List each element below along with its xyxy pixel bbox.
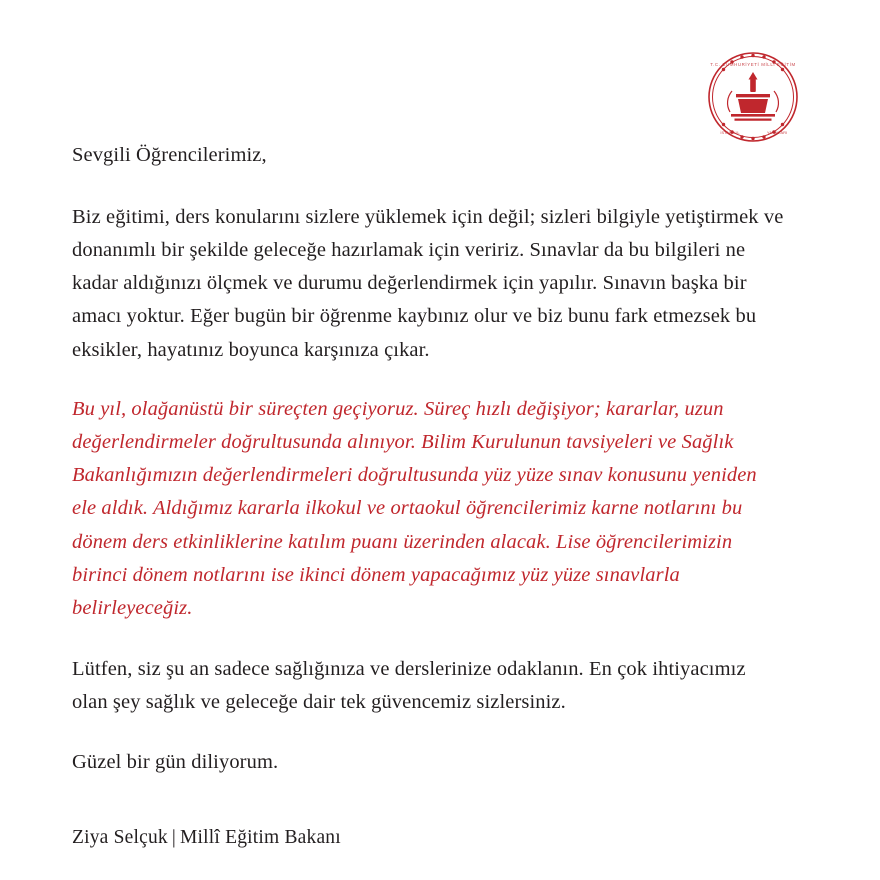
svg-text:YAYINLARI: YAYINLARI [766, 130, 788, 135]
paragraph-highlight: Bu yıl, olağanüstü bir süreçten geçiyoruz. Süreç hızlı değişiyor; kararlar, uzun değerlendirmeler doğrultusunda alınıyor. Bilim Kurulunun tavsiyeleri ve Sağlık Bakanlığımızın değerlendirmeleri doğrultusunda yüz yüze sınav konusunu yeniden ele aldık. Aldığımız kararla ilkokul ve ortaokul öğrencilerimiz karne notlarını bu dönem ders etkinliklerine katılım puanı üzerinden alacak. Lise öğrencilerimizin birinci dönem notlarını ise ikinci dönem yapacağımız yüz yüze sınavlarla belirleyeceğiz. [72, 397, 757, 619]
signature-name: Ziya Selçuk [72, 826, 168, 848]
salutation: Sevgili Öğrencilerimiz, [72, 144, 267, 166]
svg-text:T.C. CUMHURİYETİ MİLLÎ EĞİTİM: T.C. CUMHURİYETİ MİLLÎ EĞİTİM [710, 62, 796, 67]
paragraph-intro: Biz eğitimi, ders konularını sizlere yüklemek için değil; sizleri bilgiyle yetiştirmek ve donanımlı bir şekilde geleceğe hazırlamak için veririz. Sınavlar da bu bilgileri ne kadar aldığınızı ölçmek ve durumu değerlendirmek için yapılır. Sınavın başka bir amacı yoktur. Eğer bugün bir öğrenme kaybınız olur ve biz bunu fark etmezsek bu eksikler, hayatınız boyunca karşınıza çıkar. [72, 205, 784, 361]
paragraph-closing: Lütfen, siz şu an sadece sağlığınıza ve derslerinize odaklanın. En çok ihtiyacımız olan şey sağlık ve geleceğe dair tek güvencemiz sizlersiniz. [72, 658, 746, 714]
signature-title: Millî Eğitim Bakanı [180, 826, 341, 848]
signature-line [72, 823, 784, 852]
ministry-emblem-icon [700, 44, 806, 150]
letter-body [72, 140, 784, 852]
svg-text:İSTANBUL: İSTANBUL [720, 130, 740, 135]
signature-separator: | [171, 826, 176, 848]
paragraph-wish: Güzel bir gün diliyorum. [72, 750, 279, 773]
